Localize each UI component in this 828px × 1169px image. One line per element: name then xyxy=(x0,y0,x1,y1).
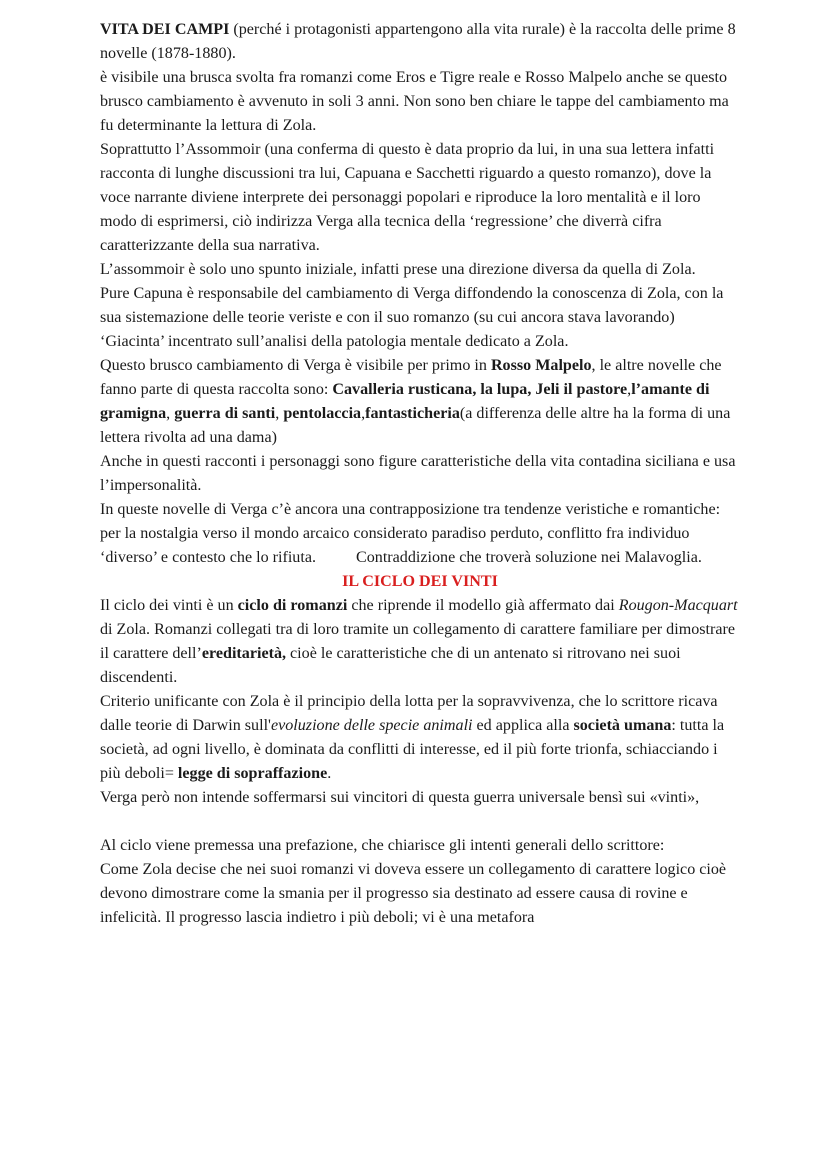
paragraph-vita-dei-campi: VITA DEI CAMPI (perché i protagonisti appartengono alla vita rurale) è la raccolta delle prime 8 novelle (1878-1880). xyxy=(100,21,736,62)
paragraph-svolta: è visibile una brusca svolta fra romanzi come Eros e Tigre reale e Rosso Malpelo anche se questo brusco cambiamento è avvenuto in soli 3 anni. Non sono ben chiare le tappe del cambiamento ma fu determinante la lettura di Zola. xyxy=(100,69,729,134)
paragraph-impersonalita: Anche in questi racconti i personaggi sono figure caratteristiche della vita contadina siciliana e usa l’impersonalità. xyxy=(100,453,736,494)
paragraph-assommoir: Soprattutto l’Assommoir (una conferma di questo è data proprio da lui, in una sua lettera infatti racconta di lunghe discussioni tra lui, Capuana e Sacchetti riguardo a questo romanzo), dove la voce narrante diviene interprete dei personaggi popolari e riproduce la loro mentalità e il loro modo di esprimersi, ciò indirizza Verga alla tecnica della ‘regressione’ che diverrà cifra caratterizzante della sua narrativa. xyxy=(100,141,715,254)
paragraph-ciclo-romanzi: Il ciclo dei vinti è un ciclo di romanzi che riprende il modello già affermato dai Rougon-Macquart di Zola. Romanzi collegati tra di loro tramite un collegamento di carattere familiare per dimostrare il carattere dell’ereditarietà, cioè le caratteristiche che di un antenato si ritrovano nei suoi discendenti. xyxy=(100,597,738,686)
paragraph-spunto-iniziale: L’assommoir è solo uno spunto iniziale, infatti prese una direzione diversa da quella di Zola. xyxy=(100,261,696,278)
document-page xyxy=(100,18,740,930)
paragraph-spacer xyxy=(100,810,740,834)
section-heading-ciclo-dei-vinti: IL CICLO DEI VINTI xyxy=(342,573,498,590)
paragraph-novelle-list: Questo brusco cambiamento di Verga è visibile per primo in Rosso Malpelo, le altre novelle che fanno parte di questa raccolta sono: Cavalleria rusticana, la lupa, Jeli il pastore,l’amante di gramigna, guerra di santi, pentolaccia,fantasticheria(a differenza delle altre ha la forma di una lettera rivolta ad una dama) xyxy=(100,357,731,446)
section-title-vita-dei-campi: VITA DEI CAMPI xyxy=(100,21,230,38)
paragraph-contrapposizione: In queste novelle di Verga c’è ancora una contrapposizione tra tendenze veristiche e romantiche: per la nostalgia verso il mondo arcaico considerato paradiso perduto, conflitto fra individuo ‘diverso’ e contesto che lo rifiuta. Contraddizione che troverà soluzione nei Malavoglia. xyxy=(100,501,721,566)
paragraph-capuana: Pure Capuna è responsabile del cambiamento di Verga diffondendo la conoscenza di Zola, con la sua sistemazione delle teorie veriste e con il suo romanzo (su cui ancora stava lavorando) ‘Giacinta’ incentrato sull’analisi della patologia mentale dedicato a Zola. xyxy=(100,285,724,350)
paragraph-progresso: Come Zola decise che nei suoi romanzi vi doveva essere un collegamento di carattere logico cioè devono dimostrare come la smania per il progresso sia destinato ad essere causa di rovine e infelicità. Il progresso lascia indietro i più deboli; vi è una metafora xyxy=(100,861,727,926)
paragraph-prefazione: Al ciclo viene premessa una prefazione, che chiarisce gli intenti generali dello scrittore: xyxy=(100,837,665,854)
paragraph-criterio-unificante: Criterio unificante con Zola è il principio della lotta per la sopravvivenza, che lo scrittore ricava dalle teorie di Darwin sull'evoluzione delle specie animali ed applica alla società umana: tutta la società, ad ogni livello, è dominata da conflitti di interesse, ed il più forte trionfa, schiacciando i più deboli= legge di sopraffazione. xyxy=(100,693,725,782)
paragraph-vinti: Verga però non intende soffermarsi sui vincitori di questa guerra universale bensì sui «vinti», xyxy=(100,789,700,806)
